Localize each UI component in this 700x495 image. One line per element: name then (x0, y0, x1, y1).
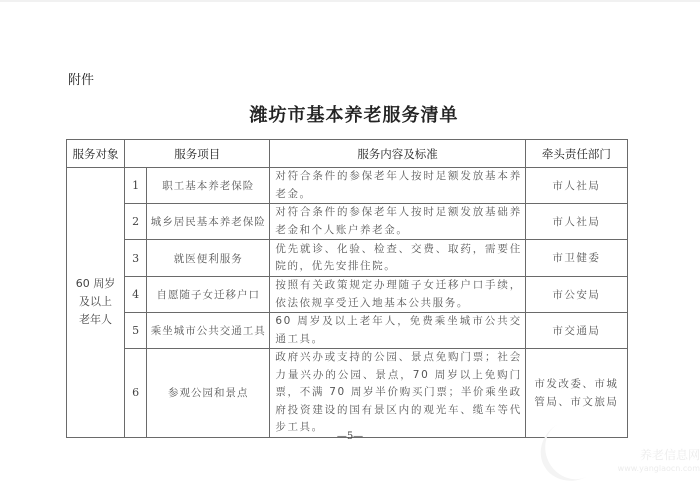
service-content: 优先就诊、化验、检查、交费、取药，需要住院的，优先安排住院。 (270, 240, 525, 277)
service-content: 对符合条件的参保老年人按时足额发放基本养老金。 (270, 168, 525, 204)
page-number: —5— (336, 431, 364, 442)
service-content: 60 周岁及以上老年人，免费乘坐城市公共交通工具。 (270, 313, 525, 349)
responsible-dept: 市人社局 (525, 168, 627, 204)
header-item: 服务项目 (125, 140, 270, 168)
responsible-dept: 市交通局 (525, 313, 627, 349)
row-number: 4 (125, 277, 147, 313)
service-list-table (66, 139, 628, 438)
responsible-dept: 市人社局 (525, 204, 627, 240)
table-row (67, 313, 628, 349)
row-number: 6 (125, 349, 147, 438)
service-item: 城乡居民基本养老保险 (147, 204, 270, 240)
service-item: 职工基本养老保险 (147, 168, 270, 204)
watermark (615, 448, 700, 476)
scan-edge (0, 0, 700, 2)
table-row (67, 349, 628, 438)
service-item: 自愿随子女迁移户口 (147, 277, 270, 313)
target-line: 及以上 (79, 295, 113, 309)
watermark-name: 养老信息网 (639, 448, 700, 462)
row-number: 1 (125, 168, 147, 204)
row-number: 2 (125, 204, 147, 240)
target-line: 60 周岁 (75, 277, 116, 291)
target-group-cell (67, 168, 125, 438)
header-dept: 牵头责任部门 (525, 140, 627, 168)
header-content: 服务内容及标准 (270, 140, 525, 168)
attachment-label: 附件 (68, 73, 95, 88)
service-item: 参观公园和景点 (147, 349, 270, 438)
table-header-row (67, 140, 628, 168)
table-row (67, 277, 628, 313)
header-target: 服务对象 (67, 140, 125, 168)
target-line: 老年人 (79, 313, 113, 327)
service-content: 按照有关政策规定办理随子女迁移户口手续，依法依规享受迁入地基本公共服务。 (270, 277, 525, 313)
table-row (67, 240, 628, 277)
row-number: 5 (125, 313, 147, 349)
table-row (67, 168, 628, 204)
document-title: 潍坊市基本养老服务清单 (249, 105, 459, 126)
watermark-url: www.yanglaocn.com (617, 464, 700, 473)
service-item: 就医便利服务 (147, 240, 270, 277)
service-content: 对符合条件的参保老年人按时足额发放基础养老金和个人账户养老金。 (270, 204, 525, 240)
responsible-dept: 市公安局 (525, 277, 627, 313)
service-content: 政府兴办或支持的公园、景点免购门票；社会力量兴办的公园、景点，70 周岁以上免购门票，不满 70 周岁半价购买门票；半价乘坐政府投资建设的国有景区内的观光车、缆车等代步工具。 (270, 349, 525, 438)
row-number: 3 (125, 240, 147, 277)
table-row (67, 204, 628, 240)
service-item: 乘坐城市公共交通工具 (147, 313, 270, 349)
responsible-dept: 市卫健委 (525, 240, 627, 277)
responsible-dept: 市发改委、市城管局、市文旅局 (525, 349, 627, 438)
